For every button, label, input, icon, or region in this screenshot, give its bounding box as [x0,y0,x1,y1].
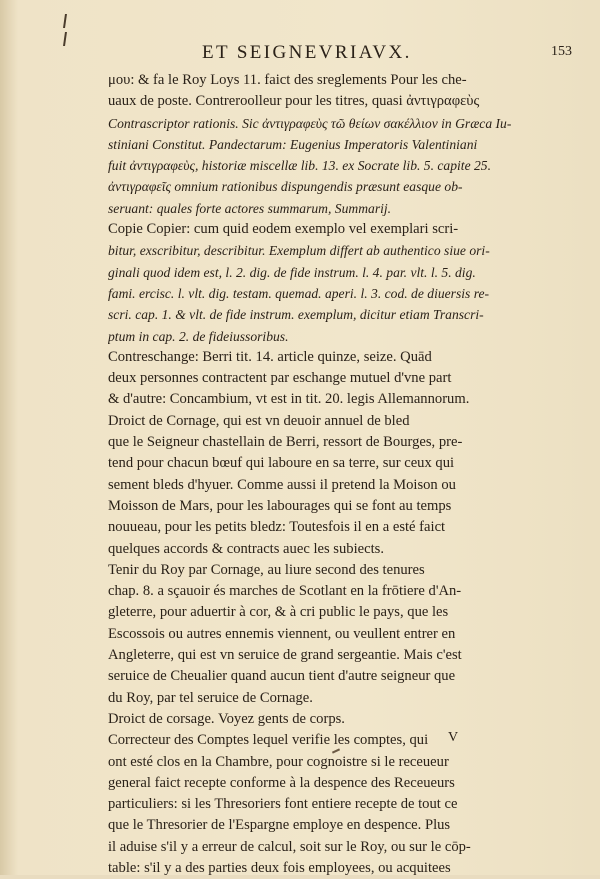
text-line: fuit ἀντιγραφεὺς, historiæ miscellæ lib. 13. ex Socrate lib. 5. capite 25. [108,158,491,174]
text-line: Contreschange: Berri tit. 14. article quinze, seize. Quād [108,348,432,365]
text-line: bitur, exscribitur, describitur. Exemplum differt ab authentico siue ori- [108,243,490,259]
text-line: Droict de corsage. Voyez gents de corps. [108,710,345,727]
text-line: general faict recepte conforme à la despence des Receueurs [108,774,455,791]
text-block [108,70,518,879]
text-line: uaux de poste. Contreroolleur pour les titres, quasi ἀντιγραφεὺς [108,93,480,110]
text-line: sement bleds d'hyuer. Comme aussi il pretend la Moison ou [108,476,456,493]
text-line: ont esté clos en la Chambre, pour cognoistre si le receueur [108,753,449,770]
text-line: deux personnes contractent par eschange mutuel d'vne part [108,370,452,387]
text-line: ἀντιγραφεῖς omnium rationibus dispungendis præsunt easque ob- [108,179,463,195]
text-line: il aduise s'il y a erreur de calcul, soit sur le Roy, ou sur le cōp- [108,838,471,855]
text-line: Droict de Cornage, qui est vn deuoir annuel de bled [108,412,410,429]
text-line: seruant: quales forte actores summarum, Summarij. [108,200,392,216]
text-line: ginali quod idem est, l. 2. dig. de fide instrum. l. 4. par. vlt. l. 5. dig. [108,264,476,280]
text-line: fami. ercisc. l. vlt. dig. testam. quemad. aperi. l. 3. cod. de diuersis re- [108,285,490,301]
gutter-ink-mark [62,14,68,58]
text-line: quelques accords & contracts auec les subiects. [108,540,384,557]
text-line: Tenir du Roy par Cornage, au liure second des tenures [108,561,425,578]
text-line: Contrascriptor rationis. Sic ἀντιγραφεὺς τῶ θείων σακέλλιον in Græca Iu- [108,115,512,131]
text-line: seruice de Cheualier quand aucun tient d'autre seigneur que [108,668,456,685]
text-line: particuliers: si les Thresoriers font entiere recepte de tout ce [108,796,458,813]
text-line: tend pour chacun bœuf qui laboure en sa terre, sur ceux qui [108,455,455,472]
text-line: que le Seigneur chastellain de Berri, ressort de Bourges, pre- [108,434,463,451]
text-line: du Roy, par tel seruice de Cornage. [108,689,313,706]
text-line: nouueau, pour les petits bledz: Toutesfois il en a esté faict [108,519,446,536]
text-line: Copie Copier: cum quid eodem exemplo vel exemplari scri- [108,221,459,238]
text-line: chap. 8. a sçauoir és marches de Scotlant en la frōtiere d'An- [108,583,462,600]
text-line: que le Thresorier de l'Espargne employe en despence. Plus [108,817,451,834]
text-line: Escossois ou autres ennemis viennent, ou veullent entrer en [108,625,456,642]
folio-number: 153 [551,44,572,59]
text-line: Moisson de Mars, pour les labourages qui se font au temps [108,497,452,514]
text-line: Correcteur des Comptes lequel verifie les comptes, qui [108,732,429,749]
text-line: scri. cap. 1. & vlt. de fide instrum. exemplum, dicitur etiam Transcri- [108,307,484,323]
text-line: gleterre, pour aduertir à cor, & à cri public le pays, que les [108,604,449,621]
page-header [150,42,572,66]
running-head: ET SEIGNEVRIAVX. [202,42,412,63]
signature-mark: V [448,730,459,745]
text-line: μου: & fa le Roy Loys 11. faict des sreglements Pour les che- [108,72,467,88]
text-line: Angleterre, qui est vn seruice de grand sergeantie. Mais c'est [108,647,462,664]
text-line: ptum in cap. 2. de fideiussoribus. [108,328,289,344]
text-line: table: s'il y a des parties deux fois employees, ou acquitees [108,859,451,876]
text-line: stiniani Constitut. Pandectarum: Eugenius Imperatoris Valentiniani [108,136,478,152]
text-line: & d'autre: Concambium, vt est in tit. 20. legis Allemannorum. [108,391,470,408]
